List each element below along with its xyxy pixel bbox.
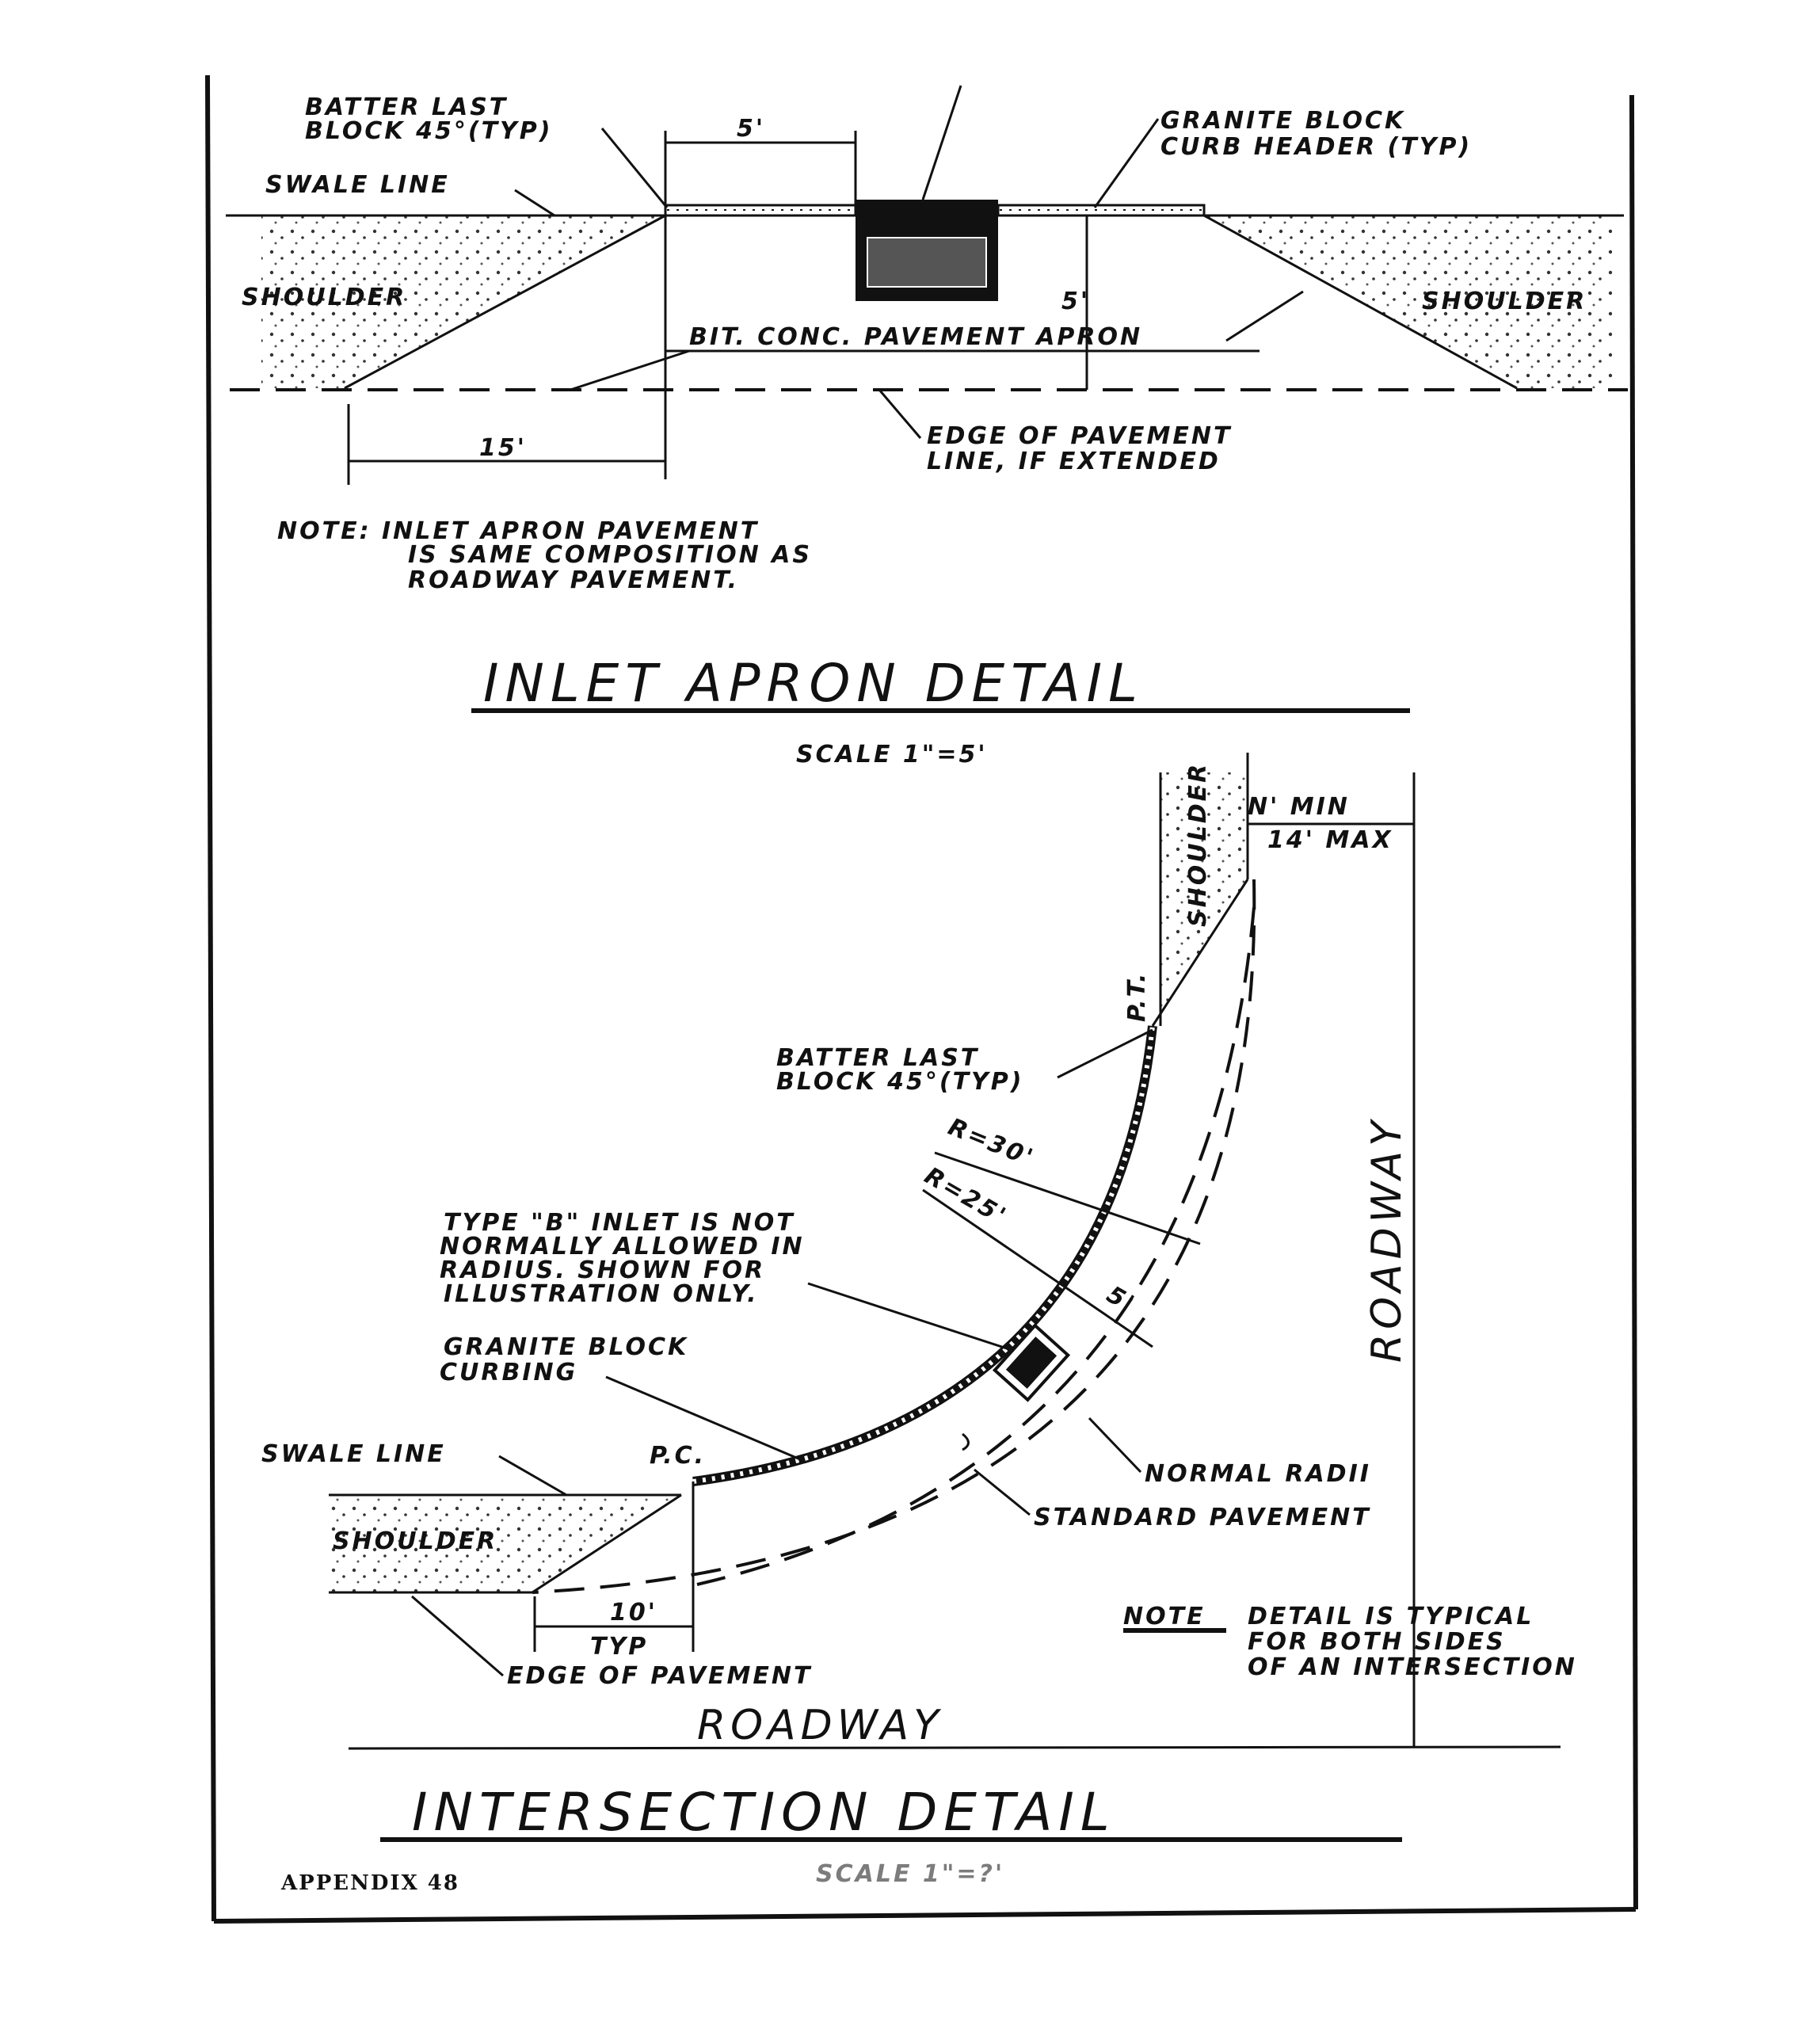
granite-label-line2: CURBING	[440, 1359, 578, 1386]
note-line1: NOTE: INLET APRON PAVEMENT	[277, 517, 760, 545]
note-body-line3: OF AN INTERSECTION	[1248, 1653, 1577, 1681]
dim-max-label: 14' MAX	[1267, 826, 1393, 854]
note-body-line2: FOR BOTH SIDES	[1248, 1628, 1506, 1656]
roadway-right-label: ROADWAY	[1363, 1116, 1411, 1363]
batter-label-line1: BATTER LAST	[305, 93, 509, 121]
r30-label: R=30'	[944, 1112, 1038, 1173]
inlet-apron-title: INLET APRON DETAIL	[483, 653, 1144, 714]
appendix-label: APPENDIX 48	[281, 1871, 459, 1895]
dim-typ-label: TYP	[590, 1633, 649, 1661]
inlet-note-line2: NORMALLY ALLOWED IN	[440, 1233, 805, 1260]
inlet-scale: SCALE 1"=5'	[796, 741, 988, 768]
note-line3: ROADWAY PAVEMENT.	[408, 566, 740, 594]
granite-label-line1: GRANITE BLOCK	[1160, 107, 1406, 135]
inlet-apron-detail	[226, 86, 1628, 768]
swale-line-label: SWALE LINE	[261, 1440, 446, 1468]
r25-label: R=25'	[920, 1161, 1012, 1232]
edge-label-line1: EDGE OF PAVEMENT	[927, 422, 1233, 450]
batter-label-line2: BLOCK 45°(TYP)	[776, 1068, 1024, 1096]
normal-radii-label: NORMAL RADII	[1145, 1460, 1371, 1488]
pc-label: P.C.	[650, 1442, 707, 1470]
swale-line-label: SWALE LINE	[265, 171, 450, 199]
inlet-note-line4: ILLUSTRATION ONLY.	[444, 1280, 759, 1308]
dim-min-label: N' MIN	[1248, 793, 1350, 821]
batter-label-line2: BLOCK 45°(TYP)	[305, 117, 553, 145]
granite-label-line2: CURB HEADER (TYP)	[1160, 133, 1473, 161]
granite-curb-header-left	[665, 205, 856, 215]
intersection-scale: SCALE 1"=?'	[816, 1860, 1005, 1888]
dim-5-top: 5'	[737, 115, 766, 143]
intersection-detail	[261, 753, 1577, 1888]
note-body-line1: DETAIL IS TYPICAL	[1248, 1603, 1534, 1630]
shoulder-left-label: SHOULDER	[242, 284, 407, 311]
shoulder-right-label: SHOULDER	[1422, 288, 1587, 315]
intersection-title: INTERSECTION DETAIL	[412, 1782, 1116, 1843]
dim-5-label: 5'	[1102, 1280, 1141, 1319]
dim-10-label: 10'	[610, 1599, 657, 1626]
shoulder-left-label: SHOULDER	[333, 1527, 498, 1555]
roadway-bottom-label: ROADWAY	[697, 1702, 943, 1749]
dim-15: 15'	[479, 434, 527, 462]
inlet-note-line3: RADIUS. SHOWN FOR	[440, 1257, 766, 1284]
shoulder-vertical-label: SHOULDER	[1184, 761, 1212, 927]
batter-label-line1: BATTER LAST	[776, 1044, 980, 1072]
pt-label: P.T.	[1123, 971, 1151, 1022]
dim-5-side: 5'	[1061, 288, 1091, 315]
inlet-note-line1: TYPE "B" INLET IS NOT	[444, 1209, 795, 1237]
edge-of-pavement-label: EDGE OF PAVEMENT	[507, 1662, 813, 1690]
note-line2: IS SAME COMPOSITION AS	[408, 541, 812, 569]
note-head: NOTE	[1123, 1603, 1206, 1630]
edge-label-line2: LINE, IF EXTENDED	[927, 448, 1221, 475]
granite-label-line1: GRANITE BLOCK	[444, 1333, 689, 1361]
apron-label: BIT. CONC. PAVEMENT APRON	[689, 323, 1143, 351]
inlet-in-radius	[995, 1325, 1068, 1400]
standard-pavement-label: STANDARD PAVEMENT	[1034, 1504, 1371, 1531]
